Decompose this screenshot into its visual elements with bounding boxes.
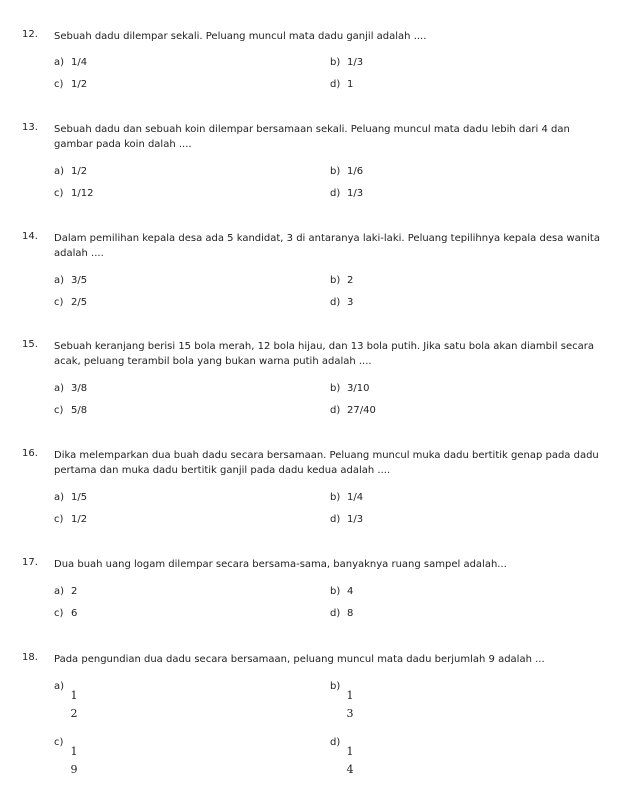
option-label: b) (330, 166, 341, 177)
option-label: d) (330, 608, 341, 619)
option-label: d) (330, 405, 341, 416)
question-text: Dua buah uang logam dilempar secara bersama-sama, banyaknya ruang sampel adalah... (54, 559, 507, 570)
option-d[interactable] (330, 297, 353, 308)
option-value: 1/4 (71, 57, 88, 68)
option-a[interactable] (54, 275, 87, 286)
option-label: d) (330, 737, 341, 748)
option-b[interactable] (330, 586, 353, 597)
question-number: 18. (22, 652, 38, 663)
option-value: 3 (347, 297, 354, 308)
question-text: Dika melemparkan dua buah dadu secara bersamaan. Peluang muncul muka dadu bertitik genap pada dadu pertama dan muka dadu bertitik ganjil pada dadu kedua adalah .... (54, 450, 599, 476)
option-d[interactable] (330, 405, 376, 416)
option-value: 1/2 (71, 514, 88, 525)
option-b[interactable] (330, 492, 363, 503)
fraction-denominator: 4 (346, 763, 354, 776)
option-label: a) (54, 383, 65, 394)
question-number: 16. (22, 448, 38, 459)
option-value: 3/8 (71, 383, 88, 394)
option-label: a) (54, 57, 65, 68)
option-d[interactable] (330, 79, 353, 90)
option-value: 6 (71, 608, 78, 619)
option-label: c) (54, 737, 64, 748)
question-text: Pada pengundian dua dadu secara bersamaan, peluang muncul mata dadu berjumlah 9 adalah ... (54, 654, 545, 665)
option-value: 2 (347, 275, 354, 286)
option-label: c) (54, 297, 64, 308)
option-d[interactable] (330, 188, 363, 199)
option-label: b) (330, 586, 341, 597)
option-d[interactable] (330, 608, 353, 619)
question-text: Sebuah dadu dilempar sekali. Peluang muncul mata dadu ganjil adalah .... (54, 31, 427, 42)
fraction (344, 745, 356, 777)
option-c[interactable] (54, 514, 87, 525)
option-value: 1/4 (347, 492, 364, 503)
option-label: d) (330, 188, 341, 199)
option-value: 1/12 (71, 188, 94, 199)
option-c[interactable] (54, 297, 87, 308)
option-value: 2 (71, 586, 78, 597)
option-value: 1 (347, 79, 354, 90)
option-b[interactable] (330, 57, 363, 68)
option-label: b) (330, 383, 341, 394)
option-label: c) (54, 79, 64, 90)
option-label: b) (330, 681, 341, 692)
question-text: Sebuah dadu dan sebuah koin dilempar bersamaan sekali. Peluang muncul mata dadu lebih dari 4 dan gambar pada koin dalah .... (54, 124, 570, 150)
option-value: 3/10 (347, 383, 370, 394)
option-label: d) (330, 297, 341, 308)
option-label: d) (330, 79, 341, 90)
option-value: 27/40 (347, 405, 376, 416)
option-label: b) (330, 57, 341, 68)
fraction-denominator: 9 (70, 763, 78, 776)
option-label: c) (54, 188, 64, 199)
option-value: 3/5 (71, 275, 88, 286)
option-a[interactable] (54, 492, 87, 503)
option-value: 1/6 (347, 166, 364, 177)
fraction (68, 689, 80, 721)
option-a[interactable] (54, 383, 87, 394)
question-number: 14. (22, 231, 38, 242)
question-number: 15. (22, 339, 38, 350)
option-c[interactable] (54, 79, 87, 90)
option-label: c) (54, 405, 64, 416)
option-b[interactable] (330, 166, 363, 177)
option-a[interactable] (54, 166, 87, 177)
option-c[interactable] (54, 405, 87, 416)
option-value: 5/8 (71, 405, 88, 416)
fraction (344, 689, 356, 721)
fraction-denominator: 3 (346, 707, 354, 720)
fraction-denominator: 2 (70, 707, 78, 720)
option-c[interactable] (54, 188, 93, 199)
option-b[interactable] (330, 275, 353, 286)
question-text: Sebuah keranjang berisi 15 bola merah, 12 bola hijau, dan 13 bola putih. Jika satu bola akan diambil secara acak, peluang terambil bola yang bukan warna putih adalah .... (54, 341, 594, 367)
fraction-numerator: 1 (70, 745, 78, 758)
option-label: a) (54, 586, 65, 597)
question-number: 12. (22, 29, 38, 40)
option-value: 8 (347, 608, 354, 619)
option-value: 1/2 (71, 166, 88, 177)
option-value: 1/3 (347, 514, 364, 525)
option-label: a) (54, 166, 65, 177)
option-label: a) (54, 492, 65, 503)
option-label: b) (330, 275, 341, 286)
option-value: 2/5 (71, 297, 88, 308)
option-a[interactable] (54, 57, 87, 68)
fraction-numerator: 1 (70, 689, 78, 702)
option-label: c) (54, 608, 64, 619)
option-label: b) (330, 492, 341, 503)
question-text: Dalam pemilihan kepala desa ada 5 kandidat, 3 di antaranya laki-laki. Peluang tepilihnya kepala desa wanita adalah .... (54, 233, 600, 259)
fraction-numerator: 1 (346, 745, 354, 758)
question-number: 17. (22, 557, 38, 568)
option-value: 1/3 (347, 188, 364, 199)
question-number: 13. (22, 122, 38, 133)
option-b[interactable] (330, 383, 369, 394)
option-c[interactable] (54, 608, 77, 619)
option-label: a) (54, 275, 65, 286)
option-label: a) (54, 681, 65, 692)
option-d[interactable] (330, 514, 363, 525)
option-label: d) (330, 514, 341, 525)
option-value: 1/3 (347, 57, 364, 68)
fraction-numerator: 1 (346, 689, 354, 702)
option-label: c) (54, 514, 64, 525)
fraction (68, 745, 80, 777)
option-a[interactable] (54, 586, 77, 597)
option-value: 1/5 (71, 492, 88, 503)
option-value: 1/2 (71, 79, 88, 90)
option-value: 4 (347, 586, 354, 597)
